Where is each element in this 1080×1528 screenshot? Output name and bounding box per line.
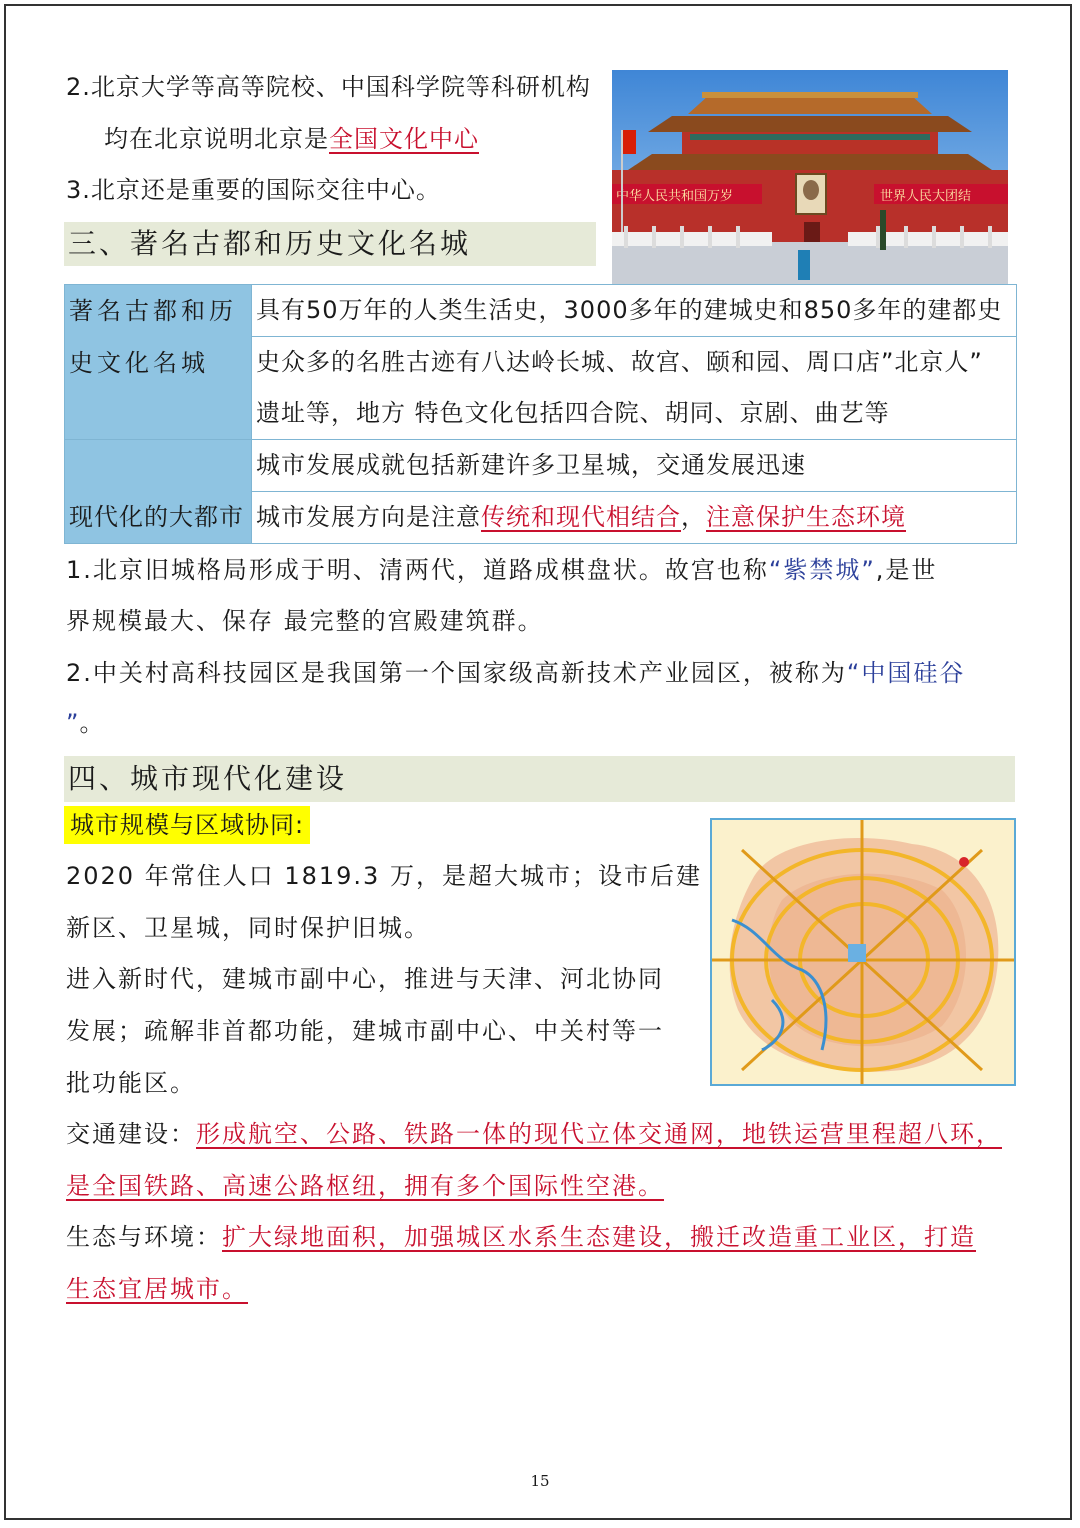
note-2-text: 2.中关村高科技园区是我国第一个国家级高新技术产业园区，被称为 (66, 659, 847, 687)
population-line-2: 新区、卫星城，同时保护旧城。 (66, 914, 430, 942)
banner-left-text: 中华人民共和国万岁 (616, 189, 734, 204)
new-era-line-2: 发展；疏解非首都功能，建城市副中心、中关村等一 (66, 1017, 664, 1045)
ecology-emphasis: 扩大绿地面积，加强城区水系生态建设，搬迁改造重工业区，打造 (222, 1223, 976, 1251)
transport-emphasis: 形成航空、公路、铁路一体的现代立体交通网，地铁运营里程超八环， (196, 1120, 1002, 1148)
ecology-line-2 (66, 1274, 248, 1304)
new-era-line-3: 批功能区。 (66, 1069, 196, 1097)
transport-label: 交通建设： (66, 1120, 196, 1148)
note-2-emphasis-close: ” (66, 709, 80, 737)
ecology-emphasis-2: 生态宜居城市。 (66, 1275, 248, 1303)
banner-right-text: 世界人民大团结 (880, 189, 972, 204)
table-cell-emphasis: 注意保护生态环境 (706, 503, 906, 531)
table-cell-emphasis: 传统和现代相结合 (481, 503, 681, 531)
note-2-tail: 。 (79, 709, 105, 737)
table-cell (252, 492, 1017, 544)
note-2-emphasis: “中国硅谷 (846, 659, 966, 687)
note-1-tail: ,是世 (875, 556, 938, 584)
note-1-text: 1.北京旧城格局形成于明、清两代，道路成棋盘状。故宫也称 (66, 556, 769, 584)
table-row (65, 285, 1017, 337)
ecology-label: 生态与环境： (66, 1223, 222, 1251)
beijing-map-illustration (712, 820, 1014, 1084)
note-2-line-1 (66, 658, 965, 688)
transport-line-1 (66, 1119, 1002, 1149)
ecology-line-1 (66, 1222, 976, 1252)
intro-line-2-emphasis: 全国文化中心 (329, 125, 479, 153)
table-cell-text: 城市发展方向是注意 (256, 503, 481, 531)
table-label-ancient-capital (65, 285, 252, 440)
beijing-info-table (64, 284, 1017, 544)
table-cell: 遗址等，地方 特色文化包括四合院、胡同、京剧、曲艺等 (252, 388, 1017, 440)
section-4-heading: 四、城市现代化建设 (64, 756, 1015, 802)
city-scale-subheading: 城市规模与区域协同: (64, 806, 310, 844)
intro-line-1: 2.北京大学等高等院校、中国科学院等科研机构 (66, 73, 591, 101)
new-era-line-1: 进入新时代，建城市副中心，推进与天津、河北协同 (66, 965, 664, 993)
table-cell: 史众多的名胜古迹有八达岭长城、故宫、颐和园、周口店”北京人” (252, 337, 1017, 389)
intro-line-2 (104, 124, 479, 154)
table-cell-separator: ， (681, 503, 706, 531)
table-row (65, 440, 1017, 492)
tiananmen-illustration (612, 70, 1008, 284)
transport-line-2 (66, 1171, 664, 1201)
beijing-map (710, 818, 1016, 1086)
population-line-1: 2020 年常住人口 1819.3 万，是超大城市；设市后建 (66, 862, 702, 890)
intro-line-2-text: 均在北京说明北京是 (104, 125, 329, 153)
table-label-line-2: 史文化名城 (69, 349, 209, 377)
tiananmen-photo (612, 70, 1008, 284)
table-label-modern-metropolis: 现代化的大都市 (65, 440, 252, 544)
note-1-emphasis: “紫禁城” (768, 556, 876, 584)
table-label-line-1: 著名古都和历 (69, 297, 237, 325)
intro-line-3: 3.北京还是重要的国际交往中心。 (66, 176, 441, 204)
page-number: 15 (530, 1472, 550, 1490)
table-cell: 具有50万年的人类生活史，3000多年的建城史和850多年的建都史 (252, 285, 1017, 337)
note-1-line-2: 界规模最大、保存 最完整的宫殿建筑群。 (66, 607, 544, 635)
note-1-line-1 (66, 555, 937, 585)
transport-emphasis-2: 是全国铁路、高速公路枢纽，拥有多个国际性空港。 (66, 1172, 664, 1200)
note-2-line-2 (66, 708, 104, 738)
section-3-heading: 三、著名古都和历史文化名城 (64, 222, 596, 266)
table-cell: 城市发展成就包括新建许多卫星城，交通发展迅速 (252, 440, 1017, 492)
